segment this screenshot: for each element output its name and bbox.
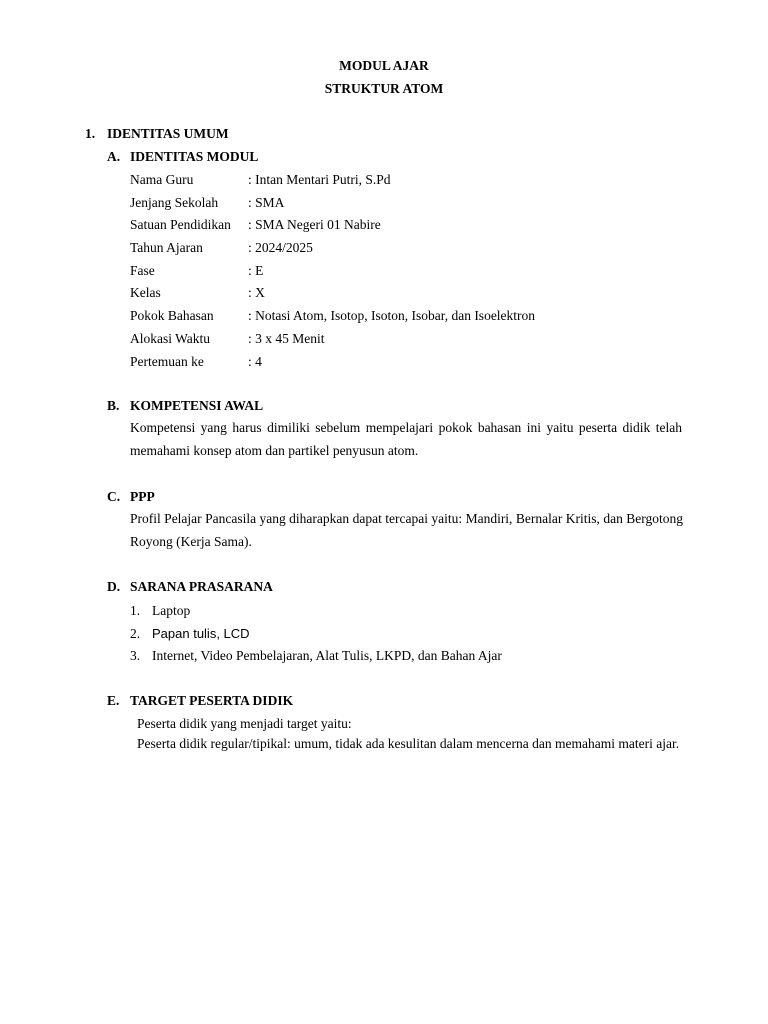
identity-row bbox=[130, 239, 690, 262]
list-number: 2. bbox=[130, 625, 141, 641]
subsection-letter-e: E. bbox=[107, 693, 120, 708]
subsection-heading-identitas-modul: IDENTITAS MODUL bbox=[130, 149, 259, 164]
list-number: 1. bbox=[130, 603, 141, 618]
identity-value: : Intan Mentari Putri, S.Pd bbox=[248, 172, 391, 187]
identity-row bbox=[130, 284, 690, 307]
subsection-heading-ppp: PPP bbox=[130, 489, 155, 504]
identity-value: : SMA bbox=[248, 194, 285, 210]
list-item bbox=[130, 647, 690, 670]
target-intro-text: Peserta didik yang menjadi target yaitu: bbox=[137, 716, 352, 731]
list-number: 3. bbox=[130, 648, 141, 664]
kompetensi-awal-text: Kompetensi yang harus dimiliki sebelum mempelajari pokok bahasan ini yaitu peserta didik telah memahami konsep atom dan partikel penyusun atom. bbox=[130, 420, 682, 458]
identity-value: : Notasi Atom, Isotop, Isoton, Isobar, dan Isoelektron bbox=[248, 308, 536, 324]
subsection-heading-kompetensi-awal: KOMPETENSI AWAL bbox=[130, 398, 264, 413]
identity-value: : 2024/2025 bbox=[248, 240, 313, 256]
identity-label: Alokasi Waktu bbox=[130, 330, 211, 346]
identity-label: Satuan Pendidikan bbox=[130, 217, 231, 233]
list-text: Internet, Video Pembelajaran, Alat Tulis, LKPD, dan Bahan Ajar bbox=[152, 648, 502, 664]
list-text: Laptop bbox=[152, 603, 191, 618]
identity-label: Fase bbox=[130, 262, 155, 278]
list-text: Papan tulis, LCD bbox=[152, 625, 250, 641]
list-item bbox=[130, 602, 690, 625]
target-description-text: Peserta didik regular/tipikal: umum, tidak ada kesulitan dalam mencerna dan memahami materi ajar. bbox=[137, 736, 680, 751]
subsection-letter-b: B. bbox=[107, 398, 120, 413]
identity-row bbox=[130, 216, 690, 239]
subsection-letter-c: C. bbox=[107, 489, 121, 504]
identity-label: Pokok Bahasan bbox=[130, 308, 214, 324]
identity-label: Tahun Ajaran bbox=[130, 240, 203, 256]
identity-row bbox=[130, 262, 690, 285]
identity-row bbox=[130, 307, 690, 330]
identity-row bbox=[130, 171, 690, 194]
document-subtitle: STRUKTUR ATOM bbox=[324, 81, 444, 96]
identity-value: : E bbox=[248, 262, 264, 278]
identity-label: Kelas bbox=[130, 285, 161, 301]
identity-row bbox=[130, 330, 690, 353]
identity-value: : 3 x 45 Menit bbox=[248, 330, 325, 346]
subsection-heading-target-peserta-didik: TARGET PESERTA DIDIK bbox=[130, 693, 294, 708]
subsection-letter-a: A. bbox=[107, 149, 121, 164]
section-number: 1. bbox=[85, 126, 96, 141]
identity-value: : SMA Negeri 01 Nabire bbox=[248, 217, 381, 233]
identity-table bbox=[130, 171, 690, 375]
subsection-heading-sarana-prasarana: SARANA PRASARANA bbox=[130, 579, 273, 594]
list-item bbox=[130, 625, 690, 648]
identity-value: : X bbox=[248, 285, 265, 301]
identity-value: : 4 bbox=[248, 353, 262, 369]
identity-label: Pertemuan ke bbox=[130, 353, 204, 369]
section-heading: IDENTITAS UMUM bbox=[107, 126, 229, 141]
sarana-list bbox=[130, 602, 690, 670]
identity-row bbox=[130, 194, 690, 217]
identity-row bbox=[130, 353, 690, 376]
subsection-letter-d: D. bbox=[107, 579, 121, 594]
document-title: MODUL AJAR bbox=[339, 58, 429, 73]
identity-label: Nama Guru bbox=[130, 172, 194, 187]
identity-label: Jenjang Sekolah bbox=[130, 194, 219, 210]
ppp-text: Profil Pelajar Pancasila yang diharapkan dapat tercapai yaitu: Mandiri, Bernalar Kritis, dan Bergotong Royong (Kerja Sama). bbox=[130, 511, 683, 549]
